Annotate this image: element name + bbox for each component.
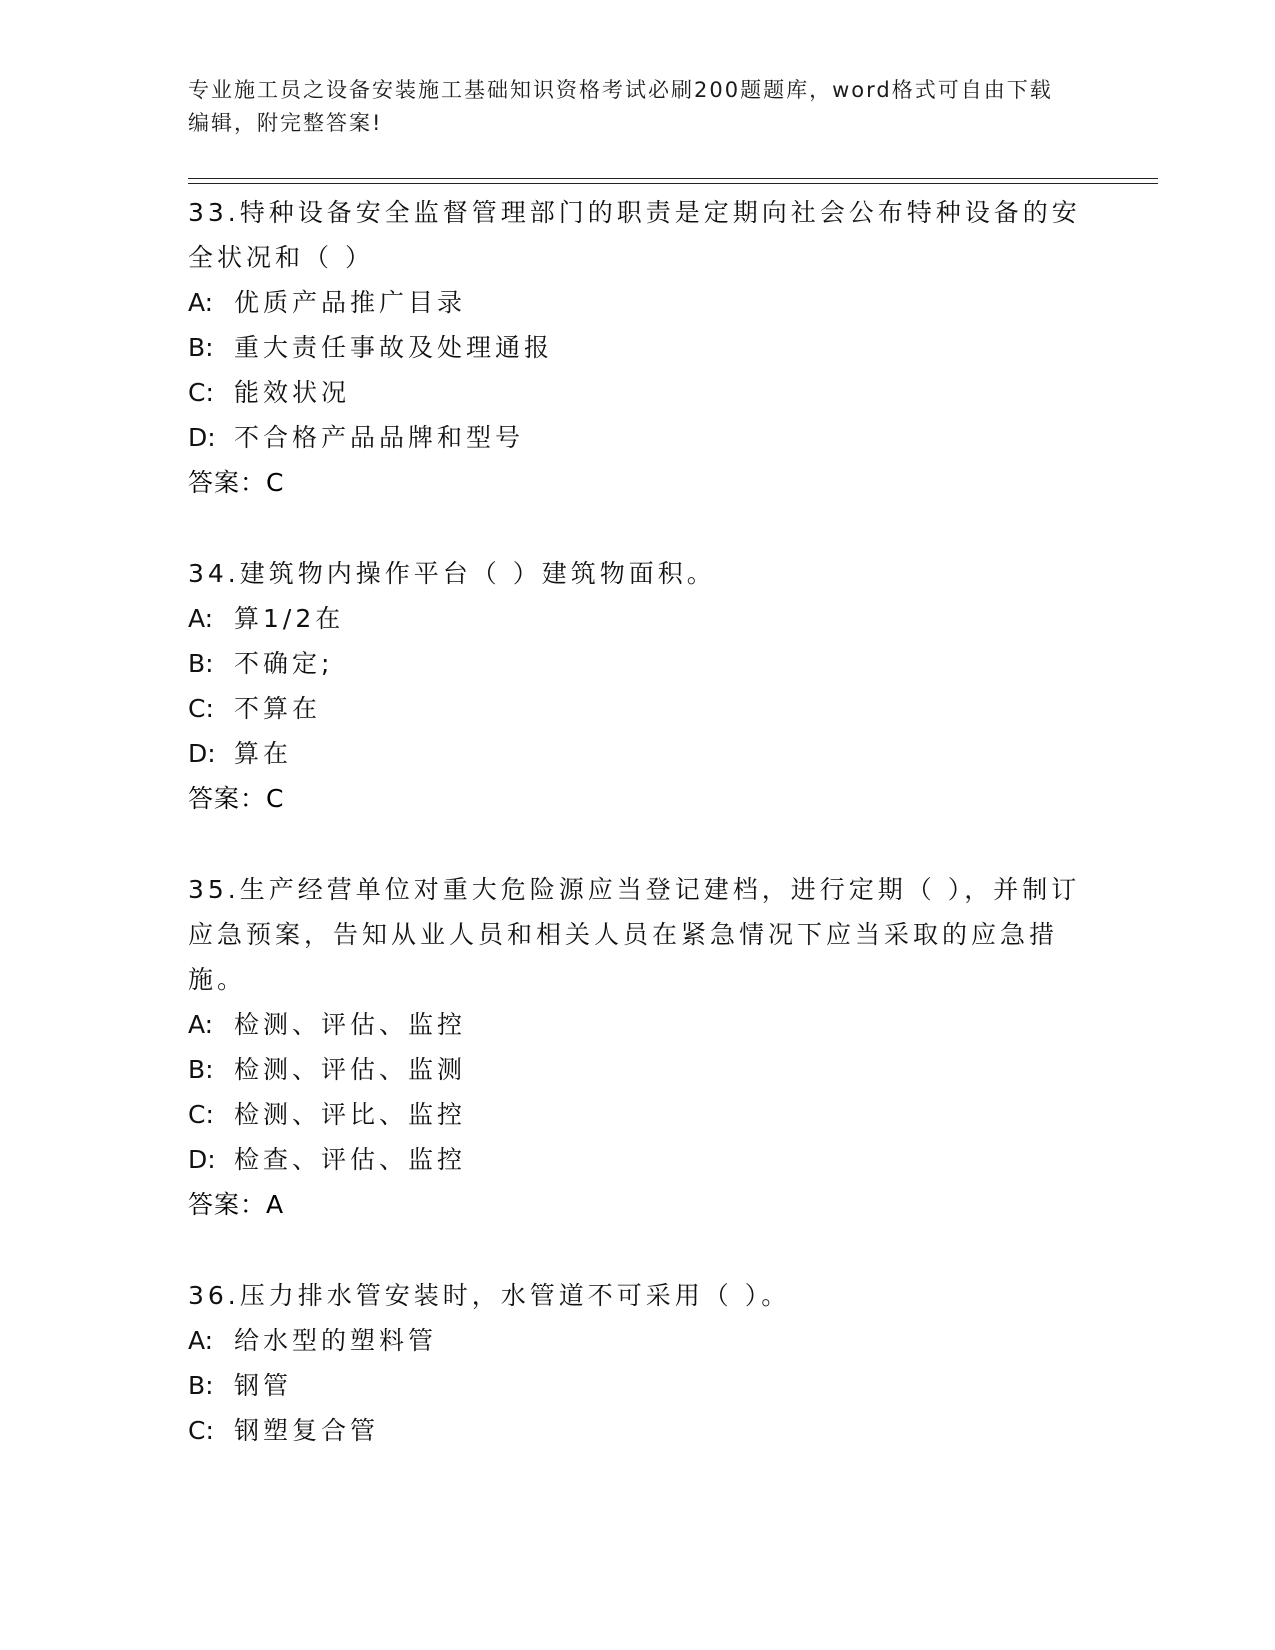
question-text: 34.建筑物内操作平台（ ）建筑物面积。 (188, 559, 716, 588)
option-key: D: (188, 423, 216, 452)
header-divider-top (188, 178, 1158, 179)
option-text: 给水型的塑料管 (234, 1326, 438, 1355)
option-text: 能效状况 (234, 378, 351, 407)
question-list (188, 190, 1088, 1499)
option-text: 优质产品推广目录 (234, 288, 467, 317)
option-text: 重大责任事故及处理通报 (234, 333, 554, 362)
question-33 (188, 190, 1088, 505)
option-c (188, 686, 1088, 731)
option-key: B: (188, 649, 214, 678)
option-c (188, 1408, 1088, 1453)
answer-line: 答案：C (188, 784, 285, 813)
question-34 (188, 551, 1088, 821)
option-text: 钢管 (234, 1371, 293, 1400)
answer-line: 答案：C (188, 468, 285, 497)
option-key: A: (188, 1010, 214, 1039)
option-text: 检测、评估、监测 (234, 1055, 467, 1084)
document-header: 专业施工员之设备安装施工基础知识资格考试必刷200题题库，word格式可自由下载编辑，附完整答案! (188, 78, 1053, 135)
option-text: 不合格产品品牌和型号 (234, 423, 525, 452)
option-key: D: (188, 739, 216, 768)
header-divider-bottom (188, 183, 1158, 184)
option-key: B: (188, 1371, 214, 1400)
option-b (188, 1047, 1088, 1092)
option-b (188, 1363, 1088, 1408)
option-key: A: (188, 1326, 214, 1355)
option-c (188, 370, 1088, 415)
option-key: C: (188, 378, 214, 407)
option-b (188, 325, 1088, 370)
option-d (188, 731, 1088, 776)
question-text: 33.特种设备安全监督管理部门的职责是定期向社会公布特种设备的安全状况和（ ） (188, 198, 1081, 272)
option-text: 检测、评估、监控 (234, 1010, 467, 1039)
option-c (188, 1092, 1088, 1137)
option-key: B: (188, 333, 214, 362)
option-text: 不算在 (234, 694, 322, 723)
option-d (188, 1137, 1088, 1182)
option-a (188, 596, 1088, 641)
option-text: 算1/2在 (234, 604, 345, 633)
option-key: A: (188, 288, 214, 317)
option-key: D: (188, 1145, 216, 1174)
option-a (188, 280, 1088, 325)
option-a (188, 1318, 1088, 1363)
option-a (188, 1002, 1088, 1047)
option-text: 算在 (234, 739, 293, 768)
option-key: B: (188, 1055, 214, 1084)
question-35 (188, 867, 1088, 1227)
option-key: A: (188, 604, 214, 633)
option-text: 不确定; (234, 649, 334, 678)
option-b (188, 641, 1088, 686)
option-text: 检查、评估、监控 (234, 1145, 467, 1174)
question-text: 36.压力排水管安装时，水管道不可采用（ ）。 (188, 1281, 791, 1310)
question-text: 35.生产经营单位对重大危险源应当登记建档，进行定期（ ），并制订应急预案，告知从业人员和相关人员在紧急情况下应当采取的应急措施。 (188, 875, 1081, 994)
option-key: C: (188, 694, 214, 723)
option-key: C: (188, 1100, 214, 1129)
option-text: 钢塑复合管 (234, 1416, 380, 1445)
option-key: C: (188, 1416, 214, 1445)
answer-line: 答案：A (188, 1190, 285, 1219)
question-36 (188, 1273, 1088, 1453)
option-d (188, 415, 1088, 460)
option-text: 检测、评比、监控 (234, 1100, 467, 1129)
